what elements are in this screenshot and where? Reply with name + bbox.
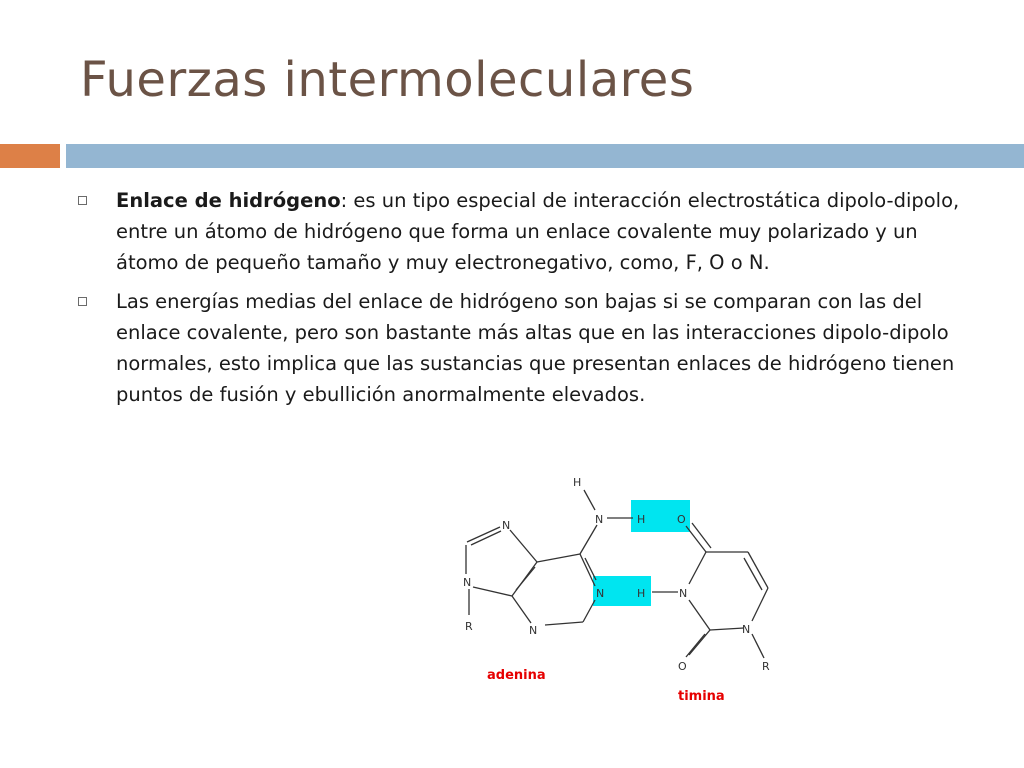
atom-label: N bbox=[502, 519, 511, 532]
atom-label: O bbox=[678, 660, 687, 673]
atom-label: H bbox=[637, 513, 646, 526]
atom-label: O bbox=[677, 513, 686, 526]
bond-lines bbox=[466, 490, 768, 658]
slide-title: Fuerzas intermoleculares bbox=[80, 52, 695, 108]
atom-label: R bbox=[465, 620, 473, 633]
adenine-label: adenina bbox=[487, 668, 546, 683]
square-bullet-icon bbox=[78, 196, 87, 205]
atom-label: H bbox=[637, 587, 646, 600]
bullet-term: Enlace de hidrógeno bbox=[116, 189, 341, 212]
adenine-thymine-diagram bbox=[440, 465, 800, 715]
bullet-list bbox=[78, 185, 978, 418]
accent-bar-orange bbox=[0, 144, 60, 168]
atom-label: N bbox=[596, 587, 605, 600]
atom-label: N bbox=[595, 513, 604, 526]
bullet-energies bbox=[78, 286, 978, 410]
accent-bar-blue bbox=[66, 144, 1024, 168]
thymine-label: timina bbox=[678, 689, 725, 704]
atom-label: R bbox=[762, 660, 770, 673]
atom-label: N bbox=[742, 623, 751, 636]
atom-label: N bbox=[463, 576, 472, 589]
square-bullet-icon bbox=[78, 297, 87, 306]
atom-label: H bbox=[573, 476, 582, 489]
bullet-hydrogen-bond bbox=[78, 185, 978, 278]
bullet-text: : es un tipo especial de interacción electrostática dipolo-dipolo, entre un átomo de hidrógeno que forma un enlace covalente muy polarizado y un átomo de pequeño tamaño y muy electronegativo, como, F, O o N. bbox=[116, 189, 960, 274]
atom-label: N bbox=[679, 587, 688, 600]
atom-label: N bbox=[529, 624, 538, 637]
bullet-text: Las energías medias del enlace de hidrógeno son bajas si se comparan con las del enlace covalente, pero son bastante más altas que en las interacciones dipolo-dipolo normales, esto implica que las sustancias que presentan enlaces de hidrógeno tienen puntos de fusión y ebullición anormalmente elevados. bbox=[116, 290, 955, 406]
